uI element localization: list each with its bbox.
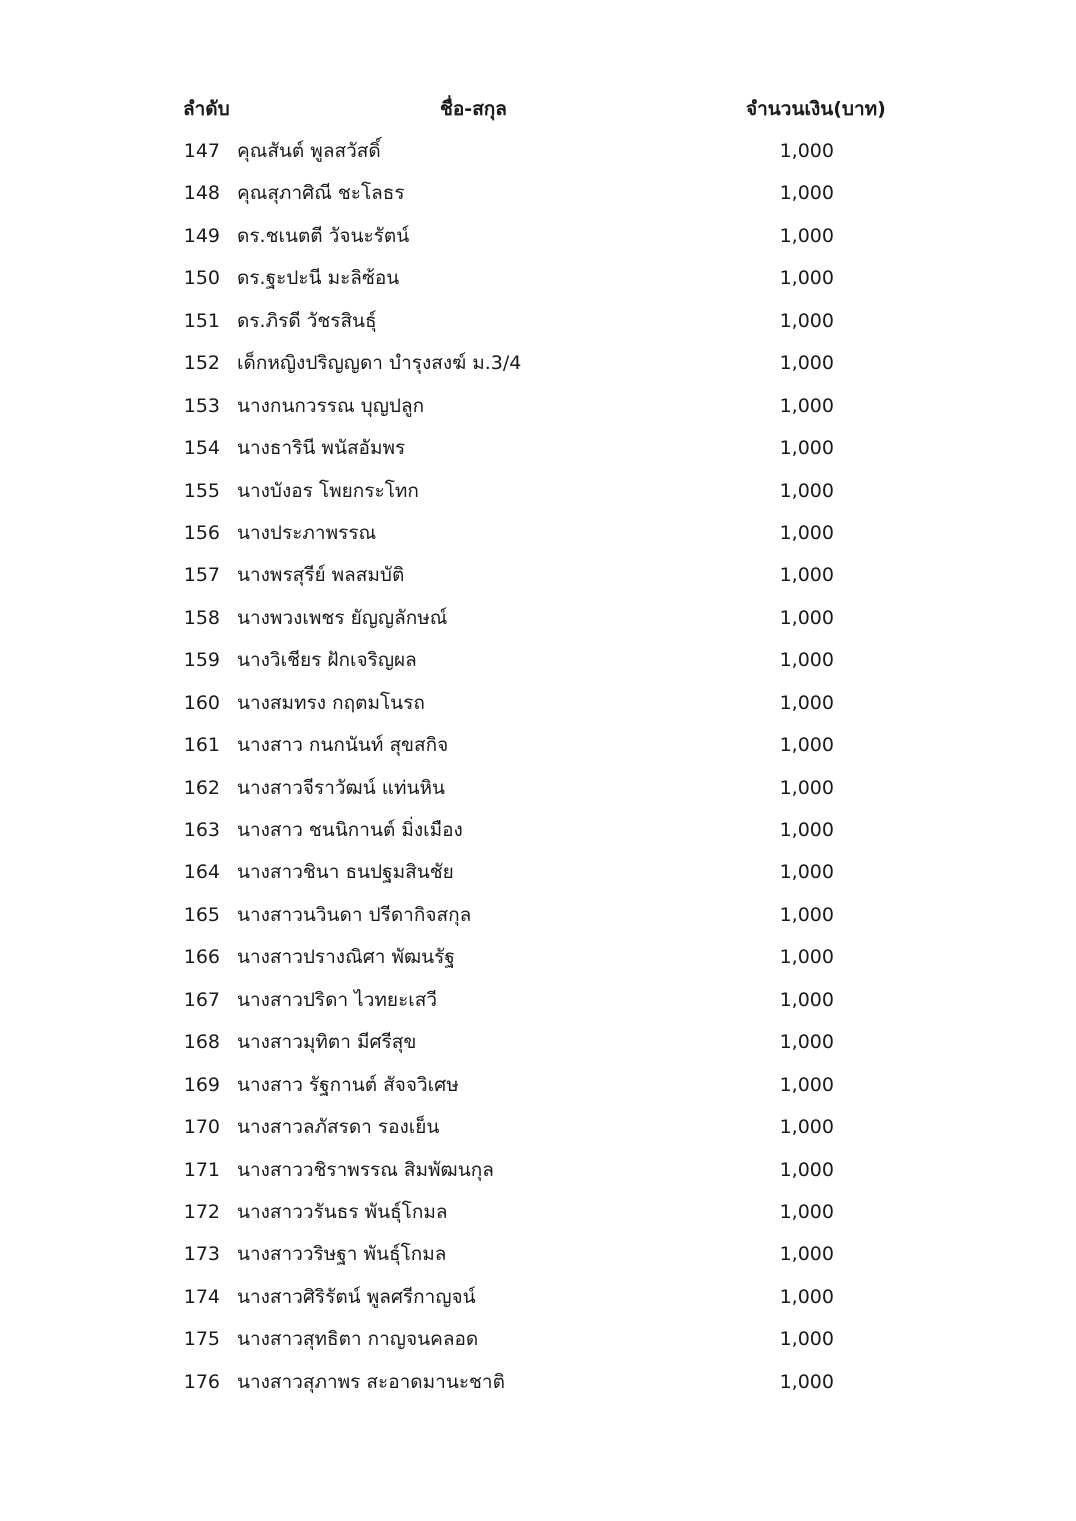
row-name: นางสาวมุทิตา มีศรีสุข — [237, 1031, 417, 1054]
row-name: นางสาวปรางณิศา พัฒนรัฐ — [237, 946, 455, 969]
row-amount: 1,000 — [779, 521, 834, 544]
row-name: นางพรสุรีย์ พลสมบัติ — [237, 564, 405, 587]
row-name: คุณสุภาศิณี ชะโลธร — [237, 182, 405, 205]
row-seq: 150 — [183, 267, 220, 290]
row-amount: 1,000 — [779, 1116, 834, 1139]
row-name: คุณสันต์ พูลสวัสดิ์ — [237, 140, 381, 162]
row-name: ดร.ฐะปะนี มะลิซ้อน — [237, 267, 400, 290]
row-name: นางวิเชียร ฝักเจริญผล — [237, 649, 417, 672]
column-header-seq: ลำดับ — [183, 98, 230, 120]
table-row — [0, 1157, 1076, 1199]
table-row — [0, 265, 1076, 307]
row-amount: 1,000 — [779, 1243, 834, 1266]
row-amount: 1,000 — [779, 691, 834, 714]
row-name: นางสาวปริดา ไวทยะเสวี — [237, 988, 438, 1011]
table-row — [0, 1284, 1076, 1326]
row-seq: 164 — [183, 861, 220, 884]
row-seq: 161 — [183, 734, 220, 757]
table-row — [0, 859, 1076, 901]
table-row — [0, 690, 1076, 732]
row-name: นางธารินี พนัสอัมพร — [237, 437, 406, 460]
row-seq: 169 — [183, 1073, 220, 1096]
row-name: นางสาววชิราพรรณ สิมพัฒนกุล — [237, 1158, 494, 1181]
row-amount: 1,000 — [779, 564, 834, 587]
table-row — [0, 647, 1076, 689]
table-row — [0, 223, 1076, 265]
row-amount: 1,000 — [779, 267, 834, 290]
row-seq: 148 — [183, 182, 220, 205]
table-row — [0, 1114, 1076, 1156]
row-amount: 1,000 — [779, 903, 834, 926]
table-row — [0, 180, 1076, 222]
row-seq: 168 — [183, 1031, 220, 1054]
row-seq: 175 — [183, 1328, 220, 1351]
table-row — [0, 308, 1076, 350]
table-row — [0, 1369, 1076, 1411]
row-name: นางสาว กนกนันท์ สุขสกิจ — [237, 734, 449, 757]
table-row — [0, 520, 1076, 562]
row-seq: 160 — [183, 691, 220, 714]
row-seq: 173 — [183, 1243, 220, 1266]
row-name: นางบังอร โพยกระโทก — [237, 479, 419, 502]
row-seq: 174 — [183, 1285, 220, 1308]
table-row — [0, 732, 1076, 774]
table-row — [0, 1326, 1076, 1368]
table-row — [0, 393, 1076, 435]
row-name: เด็กหญิงปริญญดา บำรุงสงฆ์ ม.3/4 — [237, 352, 522, 375]
row-name: นางสาวสุทธิตา กาญจนคลอด — [237, 1328, 479, 1351]
row-amount: 1,000 — [779, 437, 834, 460]
row-name: นางประภาพรรณ — [237, 521, 377, 544]
table-row — [0, 944, 1076, 986]
row-name: นางสาวสุภาพร สะอาดมานะชาติ — [237, 1370, 505, 1393]
row-seq: 149 — [183, 224, 220, 247]
table-row — [0, 562, 1076, 604]
row-seq: 152 — [183, 352, 220, 375]
row-amount: 1,000 — [779, 182, 834, 205]
row-name: นางสาวนวินดา ปรีดากิจสกุล — [237, 903, 472, 926]
table-row — [0, 1072, 1076, 1114]
row-amount: 1,000 — [779, 140, 834, 162]
row-amount: 1,000 — [779, 649, 834, 672]
table-row — [0, 138, 1076, 180]
row-seq: 147 — [183, 140, 220, 162]
row-amount: 1,000 — [779, 1200, 834, 1223]
table-row — [0, 350, 1076, 392]
row-seq: 167 — [183, 988, 220, 1011]
row-amount: 1,000 — [779, 734, 834, 757]
row-name: นางสาวจีราวัฒน์ แท่นหิน — [237, 776, 446, 799]
row-amount: 1,000 — [779, 1073, 834, 1096]
row-amount: 1,000 — [779, 352, 834, 375]
table-header — [0, 94, 1076, 124]
table-row — [0, 817, 1076, 859]
row-seq: 158 — [183, 606, 220, 629]
row-seq: 166 — [183, 946, 220, 969]
row-amount: 1,000 — [779, 224, 834, 247]
row-name: ดร.ชเนตตี วัจนะรัตน์ — [237, 224, 410, 247]
row-name: นางพวงเพชร ยัญญลักษณ์ — [237, 606, 448, 629]
row-name: นางสาว รัฐกานต์ สัจจวิเศษ — [237, 1073, 459, 1096]
row-amount: 1,000 — [779, 988, 834, 1011]
row-seq: 153 — [183, 394, 220, 417]
table-row — [0, 435, 1076, 477]
table-row — [0, 902, 1076, 944]
row-amount: 1,000 — [779, 819, 834, 841]
column-header-name: ชื่อ-สกุล — [440, 98, 507, 120]
table-row — [0, 1029, 1076, 1071]
row-seq: 156 — [183, 521, 220, 544]
row-seq: 157 — [183, 564, 220, 587]
row-seq: 162 — [183, 776, 220, 799]
row-seq: 159 — [183, 649, 220, 672]
row-name: นางสาววริษฐา พันธุ์โกมล — [237, 1243, 447, 1266]
row-amount: 1,000 — [779, 1158, 834, 1181]
row-name: นางสาวศิริรัตน์ พูลศรีกาญจน์ — [237, 1285, 476, 1308]
row-amount: 1,000 — [779, 861, 834, 884]
row-amount: 1,000 — [779, 946, 834, 969]
row-name: นางสาววรันธร พันธุ์โกมล — [237, 1200, 448, 1223]
row-amount: 1,000 — [779, 1370, 834, 1393]
row-seq: 165 — [183, 903, 220, 926]
row-name: นางสาว ชนนิกานต์ มิ่งเมือง — [237, 819, 463, 841]
row-seq: 176 — [183, 1370, 220, 1393]
donor-list — [0, 138, 1076, 1411]
row-name: นางสาวลภัสรดา รองเย็น — [237, 1116, 440, 1139]
row-amount: 1,000 — [779, 479, 834, 502]
row-amount: 1,000 — [779, 394, 834, 417]
row-name: นางสมทรง กฤตมโนรถ — [237, 691, 425, 714]
table-row — [0, 1241, 1076, 1283]
table-row — [0, 605, 1076, 647]
table-row — [0, 1199, 1076, 1241]
row-seq: 151 — [183, 309, 220, 332]
row-name: นางกนกวรรณ บุญปลูก — [237, 394, 425, 417]
row-seq: 172 — [183, 1200, 220, 1223]
row-seq: 154 — [183, 437, 220, 460]
row-seq: 171 — [183, 1158, 220, 1181]
row-amount: 1,000 — [779, 1328, 834, 1351]
row-seq: 155 — [183, 479, 220, 502]
row-amount: 1,000 — [779, 776, 834, 799]
row-name: นางสาวชินา ธนปฐมสินชัย — [237, 861, 454, 884]
row-name: ดร.ภิรดี วัชรสินธุ์ — [237, 309, 377, 332]
column-header-amount: จำนวนเงิน(บาท) — [746, 98, 886, 120]
row-seq: 170 — [183, 1116, 220, 1139]
row-amount: 1,000 — [779, 1285, 834, 1308]
row-amount: 1,000 — [779, 1031, 834, 1054]
row-amount: 1,000 — [779, 606, 834, 629]
table-row — [0, 775, 1076, 817]
row-seq: 163 — [183, 819, 220, 841]
table-row — [0, 478, 1076, 520]
row-amount: 1,000 — [779, 309, 834, 332]
table-row — [0, 987, 1076, 1029]
